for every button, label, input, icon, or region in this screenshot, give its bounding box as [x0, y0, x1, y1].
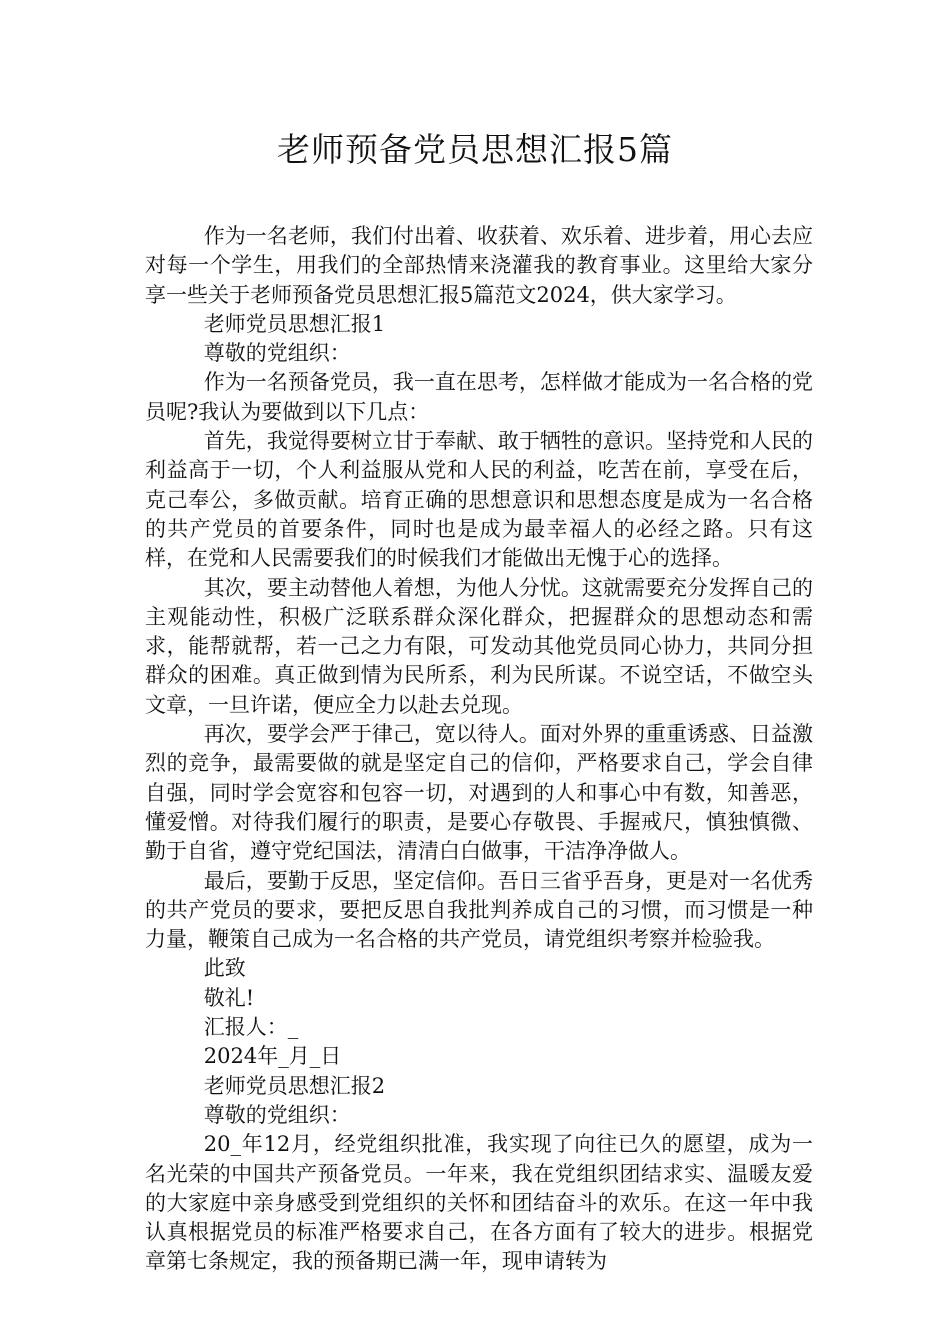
body-paragraph: 再次，要学会严于律己，宽以待人。面对外界的重重诱惑、日益激烈的竞争，最需要做的就是坚定自己的信仰，严格要求自己，学会自律自强，同时学会宽容和包容一切，对遇到的人和事心中有数，知善恶，懂爱憎。对待我们履行的职责，是要心存敬畏、手握戒尺，慎独慎微、勤于自省，遵守党纪国法，清清白白做事，干洁净净做人。 — [145, 722, 813, 864]
intro-paragraph: 作为一名老师，我们付出着、收获着、欢乐着、进步着，用心去应对每一个学生，用我们的全部热情来浇灌我的教育事业。这里给大家分享一些关于老师预备党员思想汇报5篇范文2024，供大家学习。 — [145, 224, 813, 307]
salutation: 尊敬的党组织： — [203, 341, 351, 366]
body-paragraph: 首先，我觉得要树立甘于奉献、敢于牺牲的意识。坚持党和人民的利益高于一切，个人利益服从党和人民的利益，吃苦在前，享受在后，克己奉公，多做贡献。培育正确的思想意识和思想态度是成为一名合格的共产党员的首要条件，同时也是成为最幸福人的必经之路。只有这样，在党和人民需要我们的时候我们才能做出无愧于心的选择。 — [145, 429, 813, 571]
document-body — [145, 222, 813, 1277]
date-line: 2024年_月_日 — [203, 1044, 342, 1069]
reporter-line: 汇报人：_ — [203, 1015, 299, 1040]
body-paragraph: 最后，要勤于反思，坚定信仰。吾日三省乎吾身，更是对一名优秀的共产党员的要求，要把反思自我批判养成自己的习惯，而习惯是一种力量，鞭策自己成为一名合格的共产党员，请党组织考察并检验我。 — [145, 868, 813, 952]
salutation: 尊敬的党组织： — [203, 1102, 351, 1127]
closing-line: 敬礼! — [203, 985, 255, 1010]
closing-line: 此致 — [203, 956, 246, 981]
body-paragraph: 其次，要主动替他人着想，为他人分忧。这就需要充分发挥自己的主观能动性，积极广泛联系群众深化群众，把握群众的思想动态和需求，能帮就帮，若一己之力有限，可发动其他党员同心协力，共同分担群众的困难。真正做到情为民所系，利为民所谋。不说空话，不做空头文章，一旦许诺，便应全力以赴去兑现。 — [145, 575, 813, 717]
document-title: 老师预备党员思想汇报5篇 — [277, 130, 673, 169]
body-paragraph: 20_年12月，经党组织批准，我实现了向往已久的愿望，成为一名光荣的中国共产预备党员。一年来，我在党组织团结求实、温暖友爱的大家庭中亲身感受到党组织的关怀和团结奋斗的欢乐。在这一年中我认真根据党员的标准严格要求自己，在各方面有了较大的进步。根据党章第七条规定，我的预备期已满一年，现申请转为 — [145, 1132, 813, 1274]
body-paragraph: 作为一名预备党员，我一直在思考，怎样做才能成为一名合格的党员呢?我认为要做到以下几点： — [145, 370, 813, 424]
section-heading-1: 老师党员思想汇报1 — [203, 311, 386, 336]
section-heading-2: 老师党员思想汇报2 — [203, 1073, 386, 1098]
